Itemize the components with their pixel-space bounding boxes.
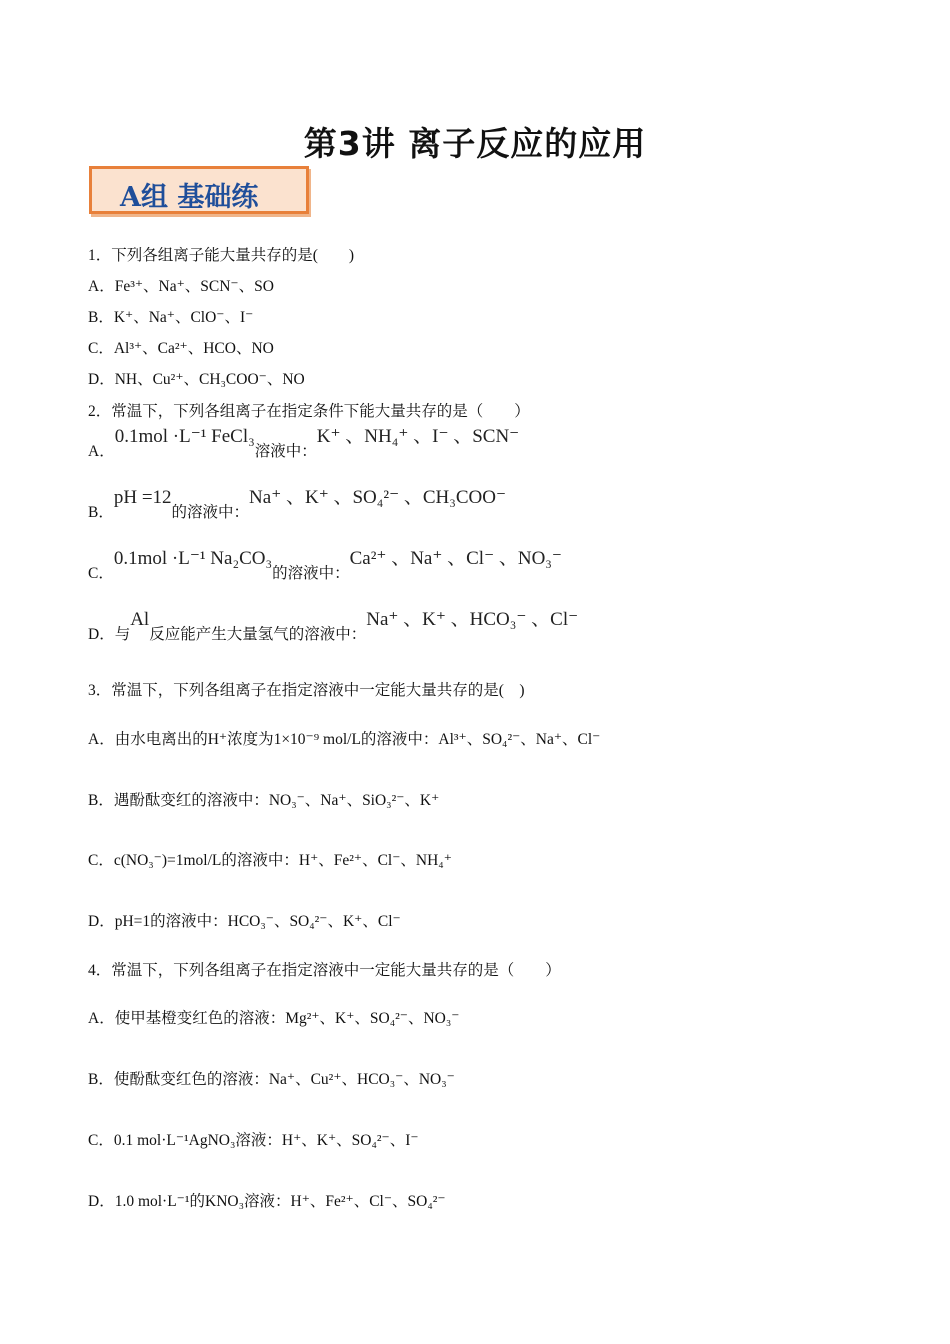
group-label-box (89, 166, 309, 214)
page-title: 第3讲 离子反应的应用 (303, 124, 647, 163)
q2-b-prefix: B． (88, 504, 114, 521)
q2-option-b (88, 487, 507, 523)
q2-d-ions: Na⁺ 、K⁺ 、HCO₃⁻ 、Cl⁻ (366, 609, 579, 630)
q2-d-prefix: D．与 (88, 626, 131, 643)
q2-a-condition: 0.1mol ·L⁻¹ FeCl₃ (114, 426, 255, 447)
q1-option-b: B．K⁺、Na⁺、ClO⁻、I⁻ (88, 309, 254, 326)
q1-option-d: D．NH、Cu²⁺、CH₃COO⁻、NO (88, 371, 305, 388)
q2-b-ions: Na⁺ 、K⁺ 、SO₄²⁻ 、CH₃COO⁻ (249, 487, 507, 508)
q2-b-condition: pH =12 (113, 487, 172, 508)
q4-stem: 4．常温下，下列各组离子在指定溶液中一定能大量共存的是（ ） (88, 962, 561, 979)
q2-c-ions: Ca²⁺ 、Na⁺ 、Cl⁻ 、NO₃⁻ (349, 548, 562, 569)
q2-b-mid: 的溶液中： (171, 504, 250, 521)
q3-option-b: B．遇酚酞变红的溶液中：NO₃⁻、Na⁺、SiO₃²⁻、K⁺ (88, 792, 440, 809)
q2-c-prefix: C． (88, 565, 114, 582)
group-label: A组 基础练 (120, 182, 259, 213)
q2-d-condition: Al (130, 609, 150, 630)
q1-option-a: A．Fe³⁺、Na⁺、SCN⁻、SO (88, 278, 274, 295)
q2-c-condition: 0.1mol ·L⁻¹ Na₂CO₃ (113, 548, 273, 569)
q3-stem: 3．常温下，下列各组离子在指定溶液中一定能大量共存的是( ) (88, 682, 525, 699)
q2-a-ions: K⁺ 、NH₄⁺ 、I⁻ 、SCN⁻ (316, 426, 520, 447)
q2-c-mid: 的溶液中： (272, 565, 350, 582)
q3-option-a: A．由水电离出的H⁺浓度为1×10⁻⁹ mol/L的溶液中：Al³⁺、SO₄²⁻、Na⁺、Cl⁻ (88, 731, 601, 748)
q4-option-a: A．使甲基橙变红色的溶液：Mg²⁺、K⁺、SO₄²⁻、NO₃⁻ (88, 1010, 460, 1027)
q2-a-mid: 溶液中： (254, 443, 317, 460)
q2-option-c (88, 548, 562, 584)
q4-option-d: D．1.0 mol·L⁻¹的KNO₃溶液：H⁺、Fe²⁺、Cl⁻、SO₄²⁻ (88, 1193, 446, 1210)
q2-a-prefix: A． (88, 443, 115, 460)
q4-option-c: C．0.1 mol·L⁻¹AgNO₃溶液：H⁺、K⁺、SO₄²⁻、I⁻ (88, 1132, 419, 1149)
q1-stem: 1．下列各组离子能大量共存的是( ) (88, 247, 355, 264)
q3-option-c: C．c(NO₃⁻)=1mol/L的溶液中：H⁺、Fe²⁺、Cl⁻、NH₄⁺ (88, 852, 452, 869)
q2-option-d (88, 609, 579, 645)
q2-option-a (88, 426, 520, 462)
q2-stem: 2．常温下，下列各组离子在指定条件下能大量共存的是（ ） (88, 403, 530, 420)
q2-d-mid: 反应能产生大量氢气的溶液中： (149, 626, 367, 643)
q3-option-d: D．pH=1的溶液中：HCO₃⁻、SO₄²⁻、K⁺、Cl⁻ (88, 913, 401, 930)
q4-option-b: B．使酚酞变红色的溶液：Na⁺、Cu²⁺、HCO₃⁻、NO₃⁻ (88, 1071, 455, 1088)
q1-option-c: C．Al³⁺、Ca²⁺、HCO、NO (88, 340, 274, 357)
